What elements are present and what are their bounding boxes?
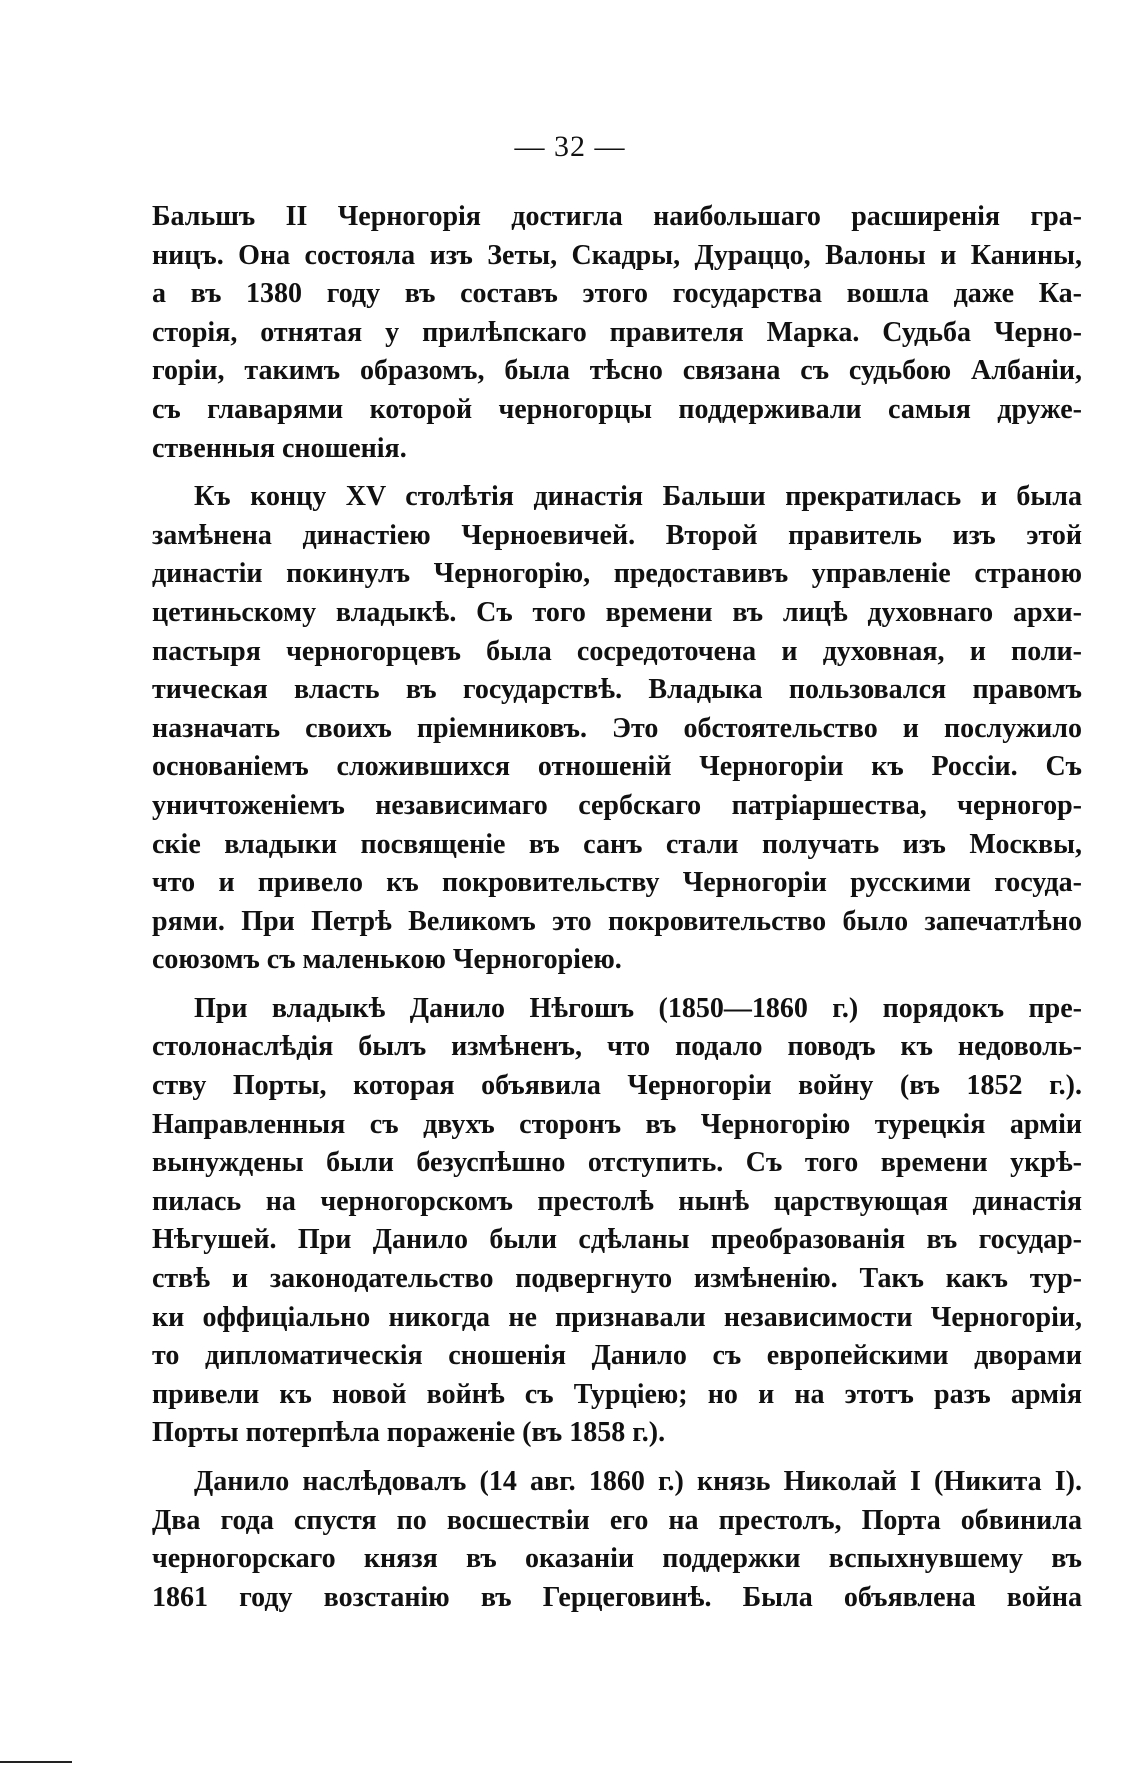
- text-line: Данило наслѣдовалъ (14 авг. 1860 г.) князь Николай I (Никита I).: [194, 1466, 1082, 1497]
- text-line: Порты потерпѣла пораженіе (въ 1858 г.).: [152, 1417, 666, 1449]
- text-line: ницъ. Она состояла изъ Зеты, Скадры, Дураццо, Валоны и Канины,: [152, 239, 1082, 271]
- text-line: Нѣгушей. При Данило были сдѣланы преобразованія въ государ-: [152, 1224, 1082, 1256]
- text-line: цетиньскому владыкѣ. Съ того времени въ лицѣ духовнаго архи-: [152, 596, 1082, 628]
- text-line: пастыря черногорцевъ была сосредоточена и духовная, и поли-: [152, 635, 1082, 667]
- text-line: что и привело къ покровительству Черногоріи русскими госуда-: [152, 867, 1082, 899]
- text-line: съ главарями которой черногорцы поддерживали самыя друже-: [152, 393, 1082, 425]
- text-line: назначать своихъ пріемниковъ. Это обстоятельство и послужило: [152, 712, 1082, 744]
- text-line: тическая власть въ государствѣ. Владыка пользовался правомъ: [152, 674, 1082, 706]
- text-line: привели къ новой войнѣ съ Турціею; но и на этотъ разъ армія: [152, 1378, 1082, 1410]
- text-line: вынуждены были безуспѣшно отступить. Съ того времени укрѣ-: [152, 1147, 1082, 1179]
- text-line: замѣнена династіею Черноевичей. Второй правитель изъ этой: [152, 519, 1082, 551]
- text-line: ки оффиціально никогда не признавали независимости Черногоріи,: [152, 1301, 1082, 1333]
- text-line: то дипломатическія сношенія Данило съ европейскими дворами: [152, 1340, 1082, 1372]
- text-line: скіе владыки посвященіе въ санъ стали получать изъ Москвы,: [152, 828, 1082, 860]
- text-line: династіи покинулъ Черногорію, предоставивъ управленіе страною: [152, 558, 1082, 590]
- text-line: Бальшъ II Черногорія достигла наибольшаго расширенія гра-: [152, 201, 1082, 232]
- text-line: сторія, отнятая у прилѣпскаго правителя Марка. Судьба Черно-: [152, 316, 1082, 348]
- text-line: Къ концу XV столѣтія династія Бальши прекратилась и была: [194, 481, 1082, 513]
- footer-rule: [0, 1761, 72, 1763]
- text-line: ственныя сношенія.: [152, 432, 407, 464]
- page-number: — 32 —: [514, 130, 626, 163]
- text-line: уничтоженіемъ независимаго сербскаго патріаршества, черногор-: [152, 789, 1082, 821]
- text-line: 1861 году возстанію въ Герцеговинѣ. Была объявлена война: [152, 1581, 1082, 1613]
- body-text: [152, 198, 1082, 1617]
- text-line: ству Порты, которая объявила Черногоріи войну (въ 1852 г.).: [152, 1070, 1082, 1102]
- text-line: горіи, такимъ образомъ, была тѣсно связана съ судьбою Албаніи,: [152, 355, 1082, 387]
- text-line: основаніемъ сложившихся отношеній Черногоріи къ Россіи. Съ: [152, 751, 1082, 783]
- text-line: а въ 1380 году въ составъ этого государства вошла даже Ка-: [152, 278, 1082, 310]
- text-line: черногорскаго князя въ оказаніи поддержки вспыхнувшему въ: [152, 1543, 1082, 1575]
- text-line: ствѣ и законодательство подвергнуто измѣненію. Такъ какъ тур-: [152, 1263, 1082, 1295]
- text-line: При владыкѣ Данило Нѣгошъ (1850—1860 г.) порядокъ пре-: [194, 992, 1082, 1024]
- text-line: союзомъ съ маленькою Черногоріею.: [152, 944, 622, 976]
- text-line: рями. При Петрѣ Великомъ это покровительство было запечатлѣно: [152, 905, 1082, 937]
- text-line: Два года спустя по восшествіи его на престолъ, Порта обвинила: [152, 1504, 1082, 1536]
- text-line: столонаслѣдія былъ измѣненъ, что подало поводъ къ недоволь-: [152, 1031, 1082, 1063]
- text-line: пилась на черногорскомъ престолѣ нынѣ царствующая династія: [152, 1185, 1082, 1217]
- text-line: Направленныя съ двухъ сторонъ въ Черногорію турецкія арміи: [152, 1108, 1082, 1140]
